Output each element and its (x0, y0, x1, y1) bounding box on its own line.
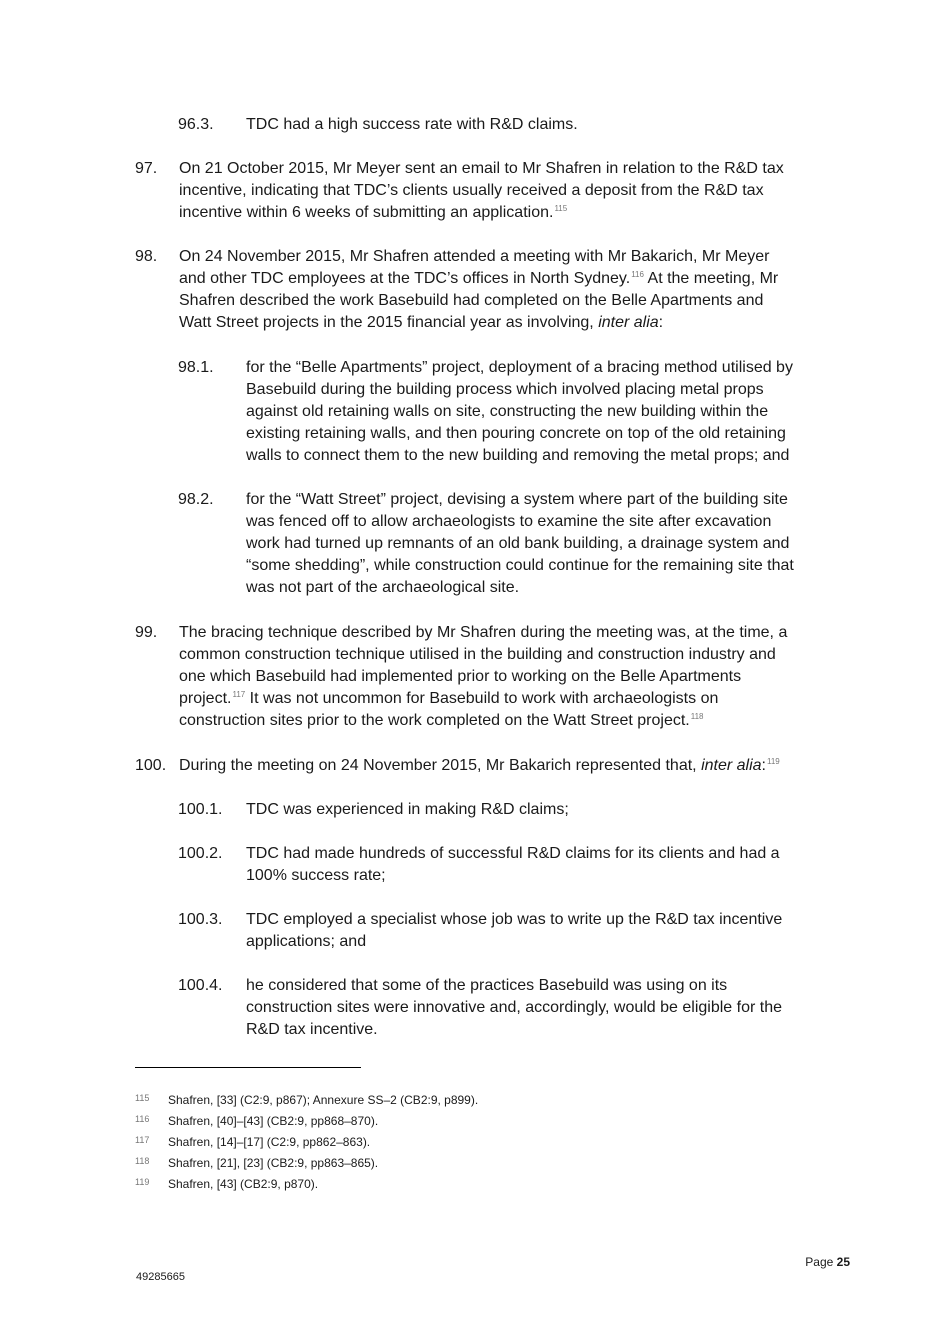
page-label: Page (805, 1255, 834, 1269)
text-line: for the “Belle Apartments” project, deployment of a bracing method utilised by (246, 359, 793, 376)
footnote (135, 1177, 735, 1193)
text-segment: It was not uncommon for Basebuild to work with archaeologists on (245, 690, 719, 707)
text-segment: At the meeting, Mr (643, 270, 779, 287)
text-segment: Watt Street projects in the 2015 financial year as involving, (179, 314, 599, 331)
footnote-text: Shafren, [14]–[17] (C2:9, pp862–863). (168, 1135, 371, 1149)
text-line: was not part of the archaeological site. (246, 579, 520, 596)
text-line (179, 688, 787, 710)
text-line: applications; and (246, 933, 367, 950)
footnote-ref[interactable]: 117 (232, 690, 246, 699)
paragraph-number: 98.1. (178, 359, 214, 376)
paragraph-number: 98. (135, 248, 158, 265)
italic-text: inter alia (701, 757, 762, 774)
text-line: “some shedding”, while construction could continue for the remaining site that (246, 557, 794, 574)
paragraph-number: 100.4. (178, 977, 223, 994)
paragraph-100 (135, 755, 855, 777)
paragraph-number: 96.3. (178, 116, 214, 133)
footnote-separator (135, 1067, 361, 1068)
paragraph-text (246, 357, 793, 467)
footnote-number: 116 (135, 1114, 150, 1124)
paragraph-text (179, 158, 784, 224)
text-line: Shafren described the work Basebuild had completed on the Belle Apartments and (179, 292, 764, 309)
text-line: walls to connect them to the new building and removing the metal props; and (246, 447, 790, 464)
text-segment: : (761, 757, 766, 774)
text-line (179, 710, 787, 732)
paragraph-text (246, 799, 569, 821)
text-line: existing retaining walls, and then pouring concrete on top of the old retaining (246, 425, 786, 442)
text-line: 100% success rate; (246, 867, 386, 884)
footnote (135, 1135, 735, 1151)
paragraph-number: 97. (135, 160, 158, 177)
footnote-ref[interactable]: 119 (767, 757, 780, 766)
text-line: TDC had made hundreds of successful R&D claims for its clients and had a (246, 845, 780, 862)
paragraph-number: 100.3. (178, 911, 223, 928)
text-line: work had turned up remnants of an old bank building, a drainage system and (246, 535, 790, 552)
text-segment: and other TDC employees at the TDC’s offices in North Sydney. (179, 270, 631, 287)
paragraph-text (246, 489, 794, 599)
paragraph-number: 99. (135, 624, 158, 641)
text-line: TDC was experienced in making R&D claims; (246, 801, 569, 818)
footnote-number: 118 (135, 1156, 150, 1166)
text-line (179, 202, 784, 224)
text-line: On 21 October 2015, Mr Meyer sent an email to Mr Shafren in relation to the R&D tax (179, 160, 784, 177)
paragraph-100-4 (178, 975, 858, 1041)
paragraph-100-2 (178, 843, 858, 887)
paragraph-text (179, 246, 778, 334)
paragraph-96-3 (178, 114, 858, 136)
paragraph-number: 98.2. (178, 491, 214, 508)
text-line: common construction technique utilised in the building and construction industry and (179, 646, 776, 663)
page-number-value: 25 (836, 1255, 850, 1269)
paragraph-number: 100.2. (178, 845, 223, 862)
text-line: incentive, indicating that TDC’s clients usually received a deposit from the R&D tax (179, 182, 764, 199)
footnote-text: Shafren, [40]–[43] (CB2:9, pp868–870). (168, 1114, 379, 1128)
text-segment: During the meeting on 24 November 2015, Mr Bakarich represented that, (179, 757, 702, 774)
italic-text: inter alia (598, 314, 659, 331)
footnote-text: Shafren, [43] (CB2:9, p870). (168, 1177, 319, 1191)
text-segment: construction sites prior to the work completed on the Watt Street project. (179, 712, 690, 729)
text-segment: : (658, 314, 664, 331)
paragraph-100-3 (178, 909, 858, 953)
paragraph-100-1 (178, 799, 858, 821)
text-line: one which Basebuild had implemented prior to working on the Belle Apartments (179, 668, 742, 685)
text-line: for the “Watt Street” project, devising a system where part of the building site (246, 491, 788, 508)
paragraph-97 (135, 158, 855, 224)
text-line: against old retaining walls on site, constructing the new building within the (246, 403, 769, 420)
paragraph-text (246, 843, 780, 887)
footnote-ref[interactable]: 115 (554, 204, 568, 213)
text-line: On 24 November 2015, Mr Shafren attended a meeting with Mr Bakarich, Mr Meyer (179, 248, 770, 265)
text-line: TDC employed a specialist whose job was to write up the R&D tax incentive (246, 911, 783, 928)
paragraph-text (246, 975, 782, 1041)
footnote-number: 119 (135, 1177, 150, 1187)
text-line (179, 268, 778, 290)
page-number (805, 1255, 850, 1269)
text-line: Basebuild during the building process which involved placing metal props (246, 381, 764, 398)
footnote (135, 1114, 735, 1130)
paragraph-text (246, 909, 782, 953)
text-line: R&D tax incentive. (246, 1021, 378, 1038)
text-line: The bracing technique described by Mr Shafren during the meeting was, at the time, a (179, 624, 788, 641)
text-segment: project. (179, 690, 232, 707)
text-line: construction sites were innovative and, accordingly, would be eligible for the (246, 999, 782, 1016)
paragraph-98 (135, 246, 855, 334)
text-line: was fenced off to allow archaeologists to examine the site after excavation (246, 513, 772, 530)
footnote-number: 115 (135, 1093, 150, 1103)
document-id: 49285665 (136, 1271, 185, 1283)
footnote (135, 1093, 735, 1109)
text-line: he considered that some of the practices Basebuild was using on its (246, 977, 728, 994)
paragraph-98-2 (178, 489, 858, 599)
footnote-number: 117 (135, 1135, 150, 1145)
paragraph-text (179, 755, 780, 777)
paragraph-text (179, 622, 787, 732)
footnote-ref[interactable]: 118 (690, 712, 704, 721)
footnote-ref[interactable]: 116 (631, 270, 644, 279)
footnote (135, 1156, 735, 1172)
text-segment: incentive within 6 weeks of submitting an application. (179, 204, 554, 221)
text-line (179, 312, 778, 334)
footnote-text: Shafren, [33] (C2:9, p867); Annexure SS–2 (CB2:9, p899). (168, 1093, 479, 1107)
footnote-text: Shafren, [21], [23] (CB2:9, pp863–865). (168, 1156, 379, 1170)
paragraph-number: 100.1. (178, 801, 223, 818)
paragraph-text: TDC had a high success rate with R&D claims. (246, 116, 578, 133)
paragraph-98-1 (178, 357, 858, 467)
paragraph-99 (135, 622, 855, 732)
paragraph-number: 100. (135, 757, 167, 774)
